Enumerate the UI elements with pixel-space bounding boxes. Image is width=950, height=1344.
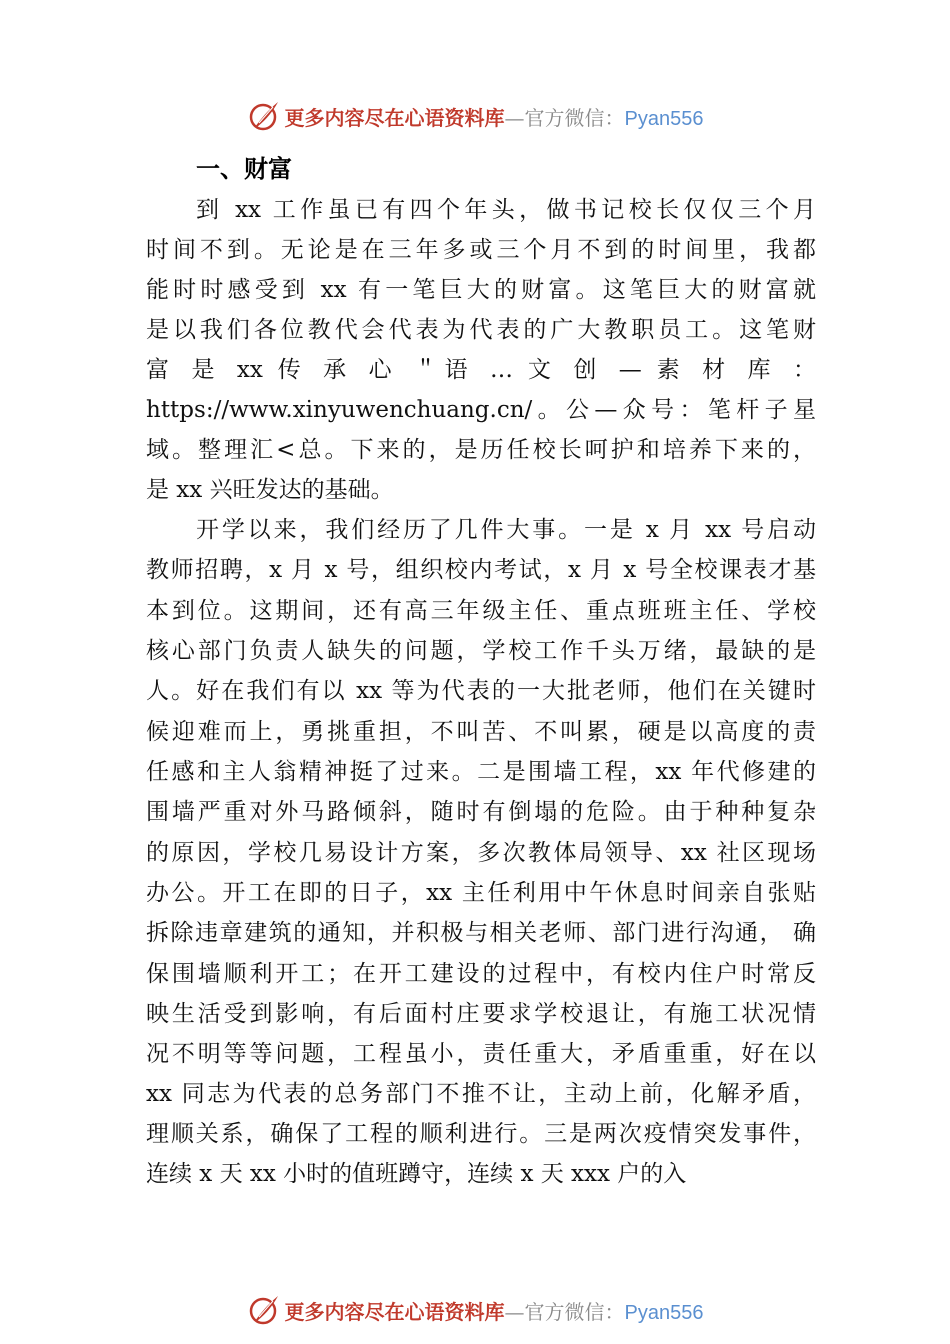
text-line: 开学以来，我们经历了几件大事。一是 x 月 xx 号启动 (196, 517, 816, 543)
text-line: 是以我们各位教代会代表为代表的广大教职员工。这笔财 (146, 317, 816, 343)
text-line: 拆除违章建筑的通知，并积极与相关老师、部门进行沟通， 确 (146, 920, 816, 946)
text-line: 映生活受到影响，有后面村庄要求学校退让，有施工状况情 (146, 1001, 816, 1027)
feather-pen-logo-icon (247, 99, 281, 133)
text-line: xx 同志为代表的总务部门不推不让，主动上前，化解矛盾， (146, 1081, 816, 1107)
text-line: 到 xx 工作虽已有四个年头，做书记校长仅仅三个月 (196, 197, 816, 223)
text-line: 围墙严重对外马路倾斜，随时有倒塌的危险。由于种种复杂 (146, 799, 816, 825)
text-line: 教师招聘，x 月 x 号，组织校内考试，x 月 x 号全校课表才基 (146, 557, 816, 583)
banner-wechat-handle: Pyan556 (624, 107, 704, 130)
banner-site-name: 更多内容尽在心语资料库 (284, 1299, 505, 1324)
text-line: 办公。开工在即的日子，xx 主任利用中午休息时间亲自张贴 (146, 880, 816, 906)
banner-wechat-label: —官方微信： (504, 1299, 625, 1324)
banner-wechat-handle: Pyan556 (624, 1301, 704, 1324)
banner-wechat-label: —官方微信： (504, 105, 625, 130)
text-line: 本到位。这期间，还有高三年级主任、重点班班主任、学校 (146, 598, 816, 624)
section-heading: 一、财富 (196, 155, 292, 183)
footer-watermark-banner (0, 1290, 950, 1330)
text-line: 任感和主人翁精神挺了过来。二是围墙工程，xx 年代修建的 (146, 759, 816, 785)
text-line: 连续 x 天 xx 小时的值班蹲守，连续 x 天 xxx 户的入 (146, 1161, 687, 1187)
text-line: 保围墙顺利开工；在开工建设的过程中，有校内住户时常反 (146, 961, 816, 987)
banner-site-name: 更多内容尽在心语资料库 (284, 105, 505, 130)
text-line: 是 xx 兴旺发达的基础。 (146, 477, 394, 503)
text-line: 富 是 xx 传 承 心 ＂语 … 文 创 — 素 材 库 ： (146, 357, 816, 383)
text-line: 人。好在我们有以 xx 等为代表的一大批老师，他们在关键时 (146, 678, 816, 704)
header-watermark-banner (0, 96, 950, 136)
feather-pen-logo-icon (247, 1293, 281, 1327)
text-line: 况不明等等问题，工程虽小，责任重大，矛盾重重，好在以 (146, 1041, 816, 1067)
text-line: 的原因，学校几易设计方案，多次教体局领导、xx 社区现场 (146, 840, 816, 866)
text-line: 理顺关系，确保了工程的顺利进行。三是两次疫情突发事件， (146, 1121, 816, 1147)
text-line: 核心部门负责人缺失的问题，学校工作千头万绪，最缺的是 (146, 638, 816, 664)
text-line: https://www.xinyuwenchuang.cn/。公—众号：笔杆子星 (146, 397, 816, 423)
text-line: 能时时感受到 xx 有一笔巨大的财富。这笔巨大的财富就 (146, 277, 816, 303)
text-line: 候迎难而上，勇挑重担，不叫苦、不叫累，硬是以高度的责 (146, 719, 816, 745)
text-line: 时间不到。无论是在三年多或三个月不到的时间里，我都 (146, 237, 816, 263)
text-line: 域。整理汇<总。下来的，是历任校长呵护和培养下来的， (146, 437, 816, 463)
